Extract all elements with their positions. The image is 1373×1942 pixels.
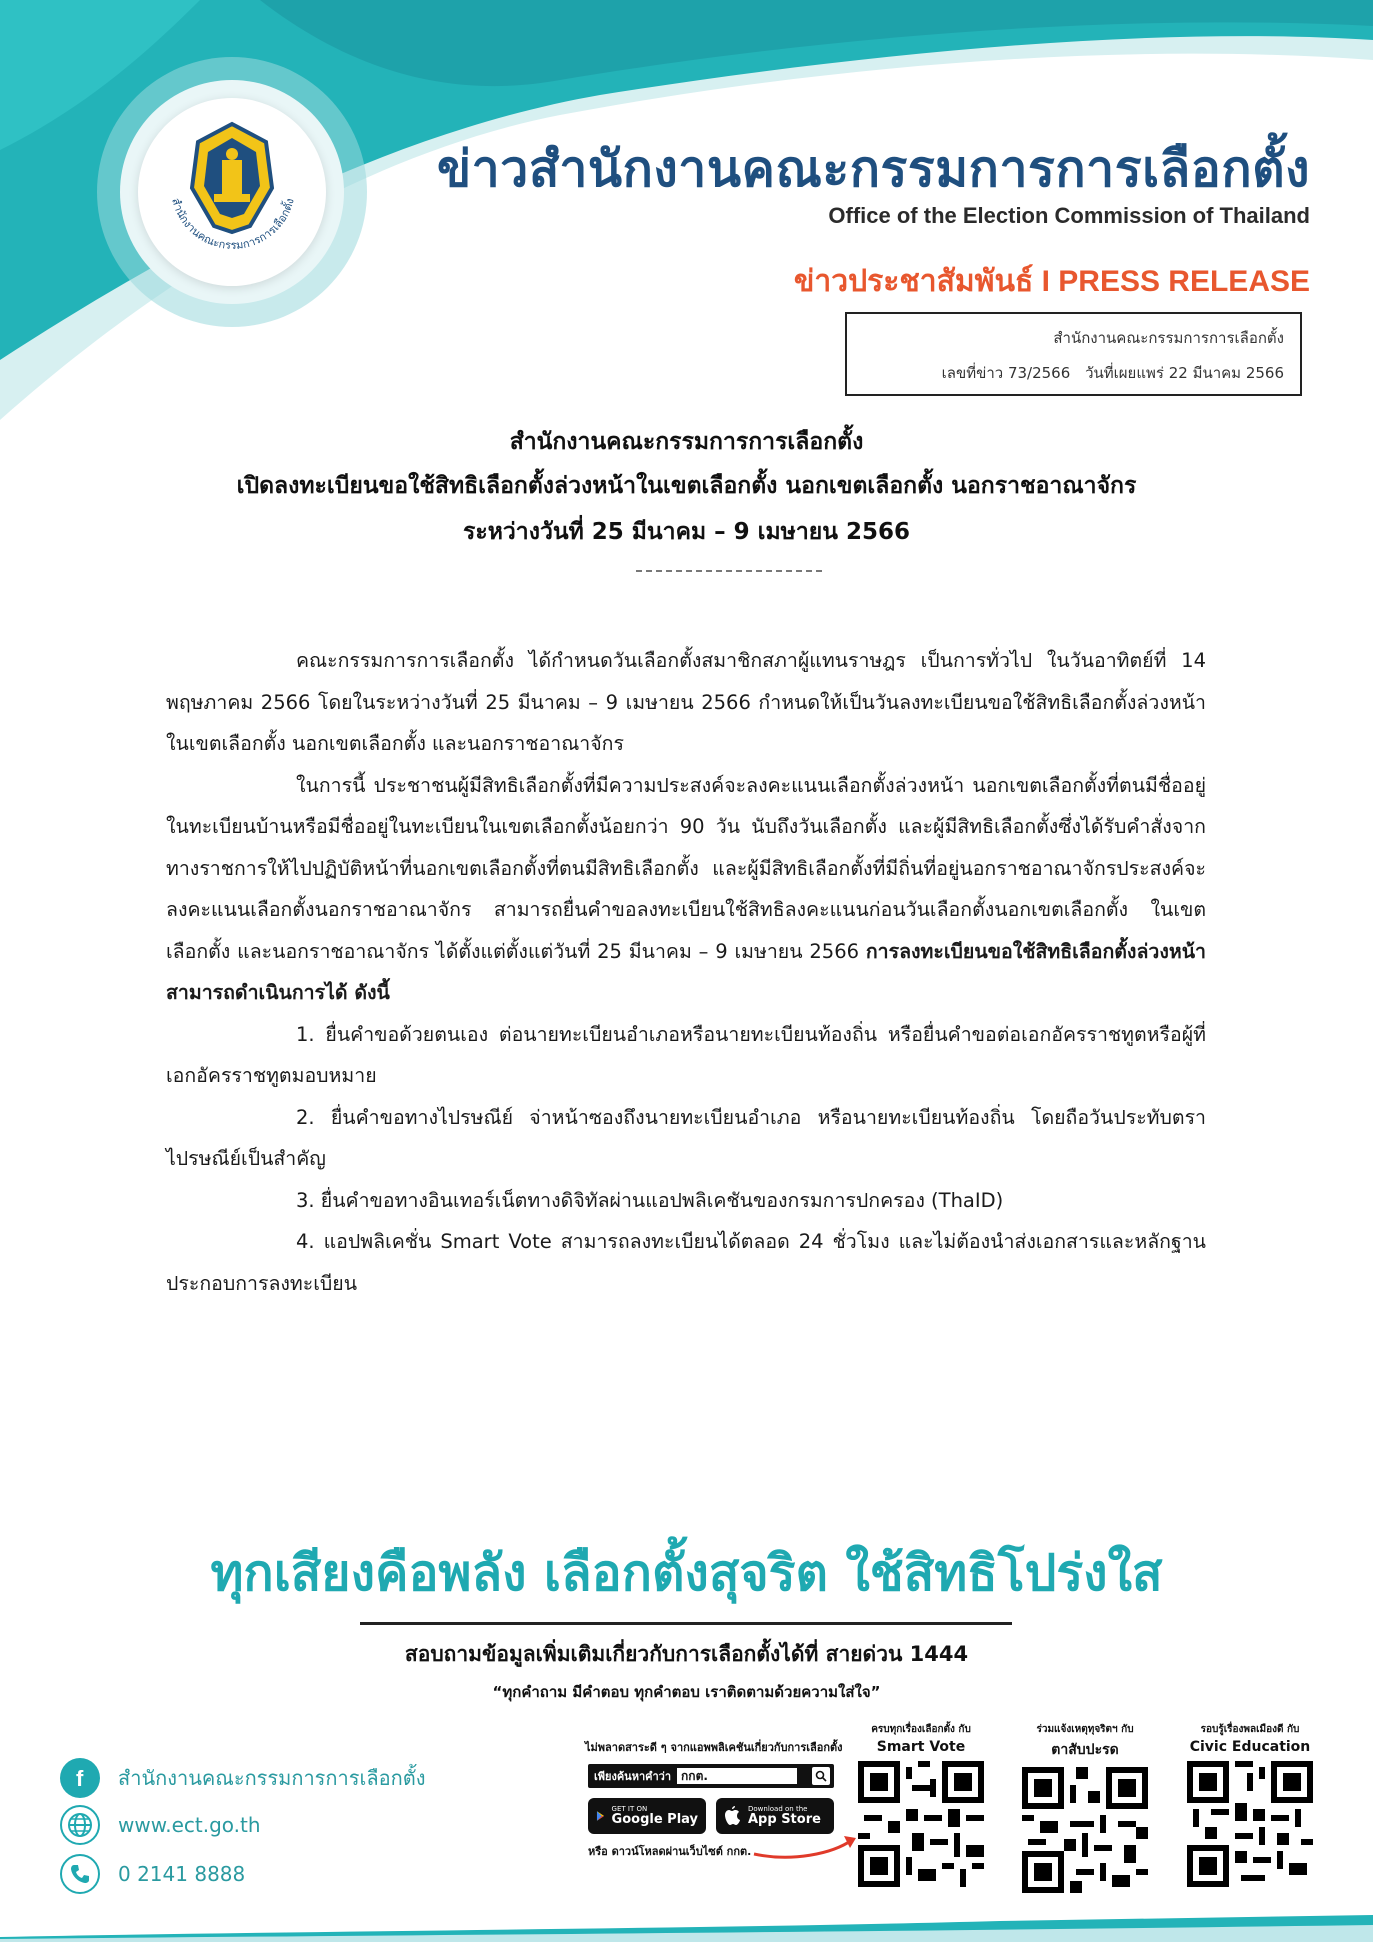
contact-phone[interactable] [60, 1854, 245, 1894]
search-bar [588, 1764, 834, 1788]
contact-facebook[interactable] [60, 1758, 425, 1798]
google-play-small: GET IT ON [611, 1805, 648, 1813]
qr-code-icon [1187, 1761, 1313, 1887]
search-term: กกต. [677, 1768, 797, 1784]
svg-text:f: f [76, 1766, 84, 1790]
article-body [166, 640, 1206, 1304]
qr-code-icon [1022, 1767, 1148, 1893]
app-store-badge[interactable] [716, 1798, 834, 1834]
headline-line-2: เปิดลงทะเบียนขอใช้สิทธิเลือกตั้งล่วงหน้าในเขตเลือกตั้ง นอกเขตเลือกตั้ง นอกราชอาณาจักร [236, 473, 1137, 499]
qr-civic-education[interactable] [1185, 1722, 1315, 1891]
website-text: www.ect.go.th [118, 1813, 261, 1837]
qr-title: Smart Vote [876, 1739, 966, 1755]
hotline-text: สอบถามข้อมูลเพิ่มเติมเกี่ยวกับการเลือกตั้งได้ที่ สายด่วน 1444 [404, 1642, 969, 1666]
tagline: “ทุกคำถาม มีคำตอบ ทุกคำตอบ เราติดตามด้วยความใส่ใจ” [492, 1683, 881, 1701]
search-label: เพียงค้นหาคำว่า [594, 1770, 672, 1783]
app-store-big: App Store [748, 1812, 821, 1827]
phone-icon [60, 1854, 100, 1894]
info-line [932, 361, 1284, 385]
qr-caption: รอบรู้เรื่องพลเมืองดี กับ [1200, 1724, 1300, 1735]
qr-title: ตาสับปะรด [1051, 1742, 1119, 1758]
web-download-note: หรือ ดาวน์โหลดผ่านเว็บไซต์ กกต. [588, 1845, 752, 1858]
slogan-divider [360, 1622, 1012, 1625]
qr-smart-vote[interactable] [856, 1722, 986, 1891]
press-release-label: ข่าวประชาสัมพันธ์ I PRESS RELEASE [793, 265, 1310, 298]
headline-divider [636, 570, 822, 572]
headline-line-3: ระหว่างวันที่ 25 มีนาคม – 9 เมษายน 2566 [463, 519, 910, 545]
facebook-icon [60, 1758, 100, 1798]
app-store-small: Download on the [748, 1805, 808, 1813]
paragraph-2-bold: การลงทะเบียนขอใช้สิทธิเลือกตั้งล่วงหน้าสามารถดำเนินการได้ ดังนี้ [166, 939, 1206, 1004]
globe-icon [60, 1805, 100, 1845]
search-icon [812, 1767, 830, 1785]
paragraph-2 [166, 765, 1206, 1014]
paragraph-2-text: ในการนี้ ประชาชนผู้มีสิทธิเลือกตั้งที่มีความประสงค์จะลงคะแนนเลือกตั้งล่วงหน้า นอกเขตเลือกตั้งที่ตนมีชื่ออยู่ในทะเบียนบ้านหรือมีชื่ออยู่ในทะเบียนในเขตเลือกตั้งน้อยกว่า 90 วัน นับถึงวันเลือกตั้ง และผู้มีสิทธิเลือกตั้งซึ่งได้รับคำสั่งจากทางราชการให้ไปปฏิบัติหน้าที่นอกเขตเลือกตั้งที่ตนมีสิทธิเลือกตั้ง และผู้มีสิทธิเลือกตั้งที่มีถิ่นที่อยู่นอกราชอาณาจักรประสงค์จะลงคะแนนเลือกตั้งนอกราชอาณาจักร สามารถยื่นคำขอลงทะเบียนใช้สิทธิลงคะแนนก่อนวันเลือกตั้งนอกเขตเลือกตั้ง ในเขตเลือกตั้ง และนอกราชอาณาจักร ได้ตั้งแต่ตั้งแต่วันที่ 25 มีนาคม – 9 เมษายน 2566 [166, 773, 1206, 963]
google-play-badge[interactable] [588, 1798, 706, 1834]
footer-band [0, 1915, 1373, 1942]
qr-code-icon [858, 1761, 984, 1887]
news-info-box [845, 312, 1302, 396]
qr-caption: ร่วมแจ้งเหตุทุจริตฯ กับ [1036, 1724, 1134, 1735]
google-play-big: Google Play [611, 1812, 698, 1827]
list-item-4: 4. แอปพลิเคชั่น Smart Vote สามารถลงทะเบียนได้ตลอด 24 ชั่วโมง และไม่ต้องนำส่งเอกสารและหลักฐานประกอบการลงทะเบียน [166, 1230, 1206, 1295]
google-play-icon [596, 1805, 606, 1827]
qr-ta-sapparot[interactable] [1020, 1722, 1150, 1897]
list-item-3: 3. ยื่นคำขอทางอินเทอร์เน็ตทางดิจิทัลผ่านแอปพลิเคชันของกรมการปกครอง (ThaID) [296, 1188, 1004, 1212]
release-date: วันที่เผยแพร่ 22 มีนาคม 2566 [1085, 364, 1284, 382]
contact-website[interactable] [60, 1805, 261, 1845]
slogan: ทุกเสียงคือพลัง เลือกตั้งสุจริต ใช้สิทธิโปร่งใส [210, 1544, 1163, 1602]
info-office: สำนักงานคณะกรรมการการเลือกตั้ง [1053, 329, 1284, 347]
qr-title: Civic Education [1189, 1739, 1311, 1755]
headline-line-1: สำนักงานคณะกรรมการการเลือกตั้ง [509, 429, 864, 455]
apple-icon [724, 1805, 742, 1827]
paragraph-1: คณะกรรมการการเลือกตั้ง ได้กำหนดวันเลือกตั้งสมาชิกสภาผู้แทนราษฎร เป็นการทั่วไป ในวันอาทิตย์ที่ 14 พฤษภาคม 2566 โดยในระหว่างวันที่ 25 มีนาคม – 9 เมษายน 2566 กำหนดให้เป็นวันลงทะเบียนขอใช้สิทธิเลือกตั้งล่วงหน้าในเขตเลือกตั้ง นอกเขตเลือกตั้ง และนอกราชอาณาจักร [166, 649, 1206, 755]
ect-logo [138, 98, 326, 286]
phone-text: 0 2141 8888 [118, 1862, 246, 1886]
title-english: Office of the Election Commission of Thailand [828, 203, 1310, 228]
arrow-icon [752, 1832, 862, 1862]
logo-ring-text: สำนักงานคณะกรรมการการเลือกตั้ง [169, 196, 297, 252]
news-number: เลขที่ข่าว 73/2566 [941, 364, 1071, 382]
list-item-2: 2. ยื่นคำขอทางไปรษณีย์ จ่าหน้าซองถึงนายทะเบียนอำเภอ หรือนายทะเบียนท้องถิ่น โดยถือวันประทับตราไปรษณีย์เป็นสำคัญ [166, 1105, 1206, 1170]
app-promo-note: ไม่พลาดสาระดี ๆ จากแอพพลิเคชันเกี่ยวกับการเลือกตั้ง [585, 1741, 843, 1754]
facebook-text: สำนักงานคณะกรรมการการเลือกตั้ง [118, 1766, 426, 1790]
title-thai: ข่าวสำนักงานคณะกรรมการการเลือกตั้ง [436, 140, 1310, 198]
list-item-1: 1. ยื่นคำขอด้วยตนเอง ต่อนายทะเบียนอำเภอหรือนายทะเบียนท้องถิ่น หรือยื่นคำขอต่อเอกอัครราชทูตหรือผู้ที่เอกอัครราชทูตมอบหมาย [166, 1022, 1206, 1087]
qr-caption: ครบทุกเรื่องเลือกตั้ง กับ [871, 1724, 971, 1735]
